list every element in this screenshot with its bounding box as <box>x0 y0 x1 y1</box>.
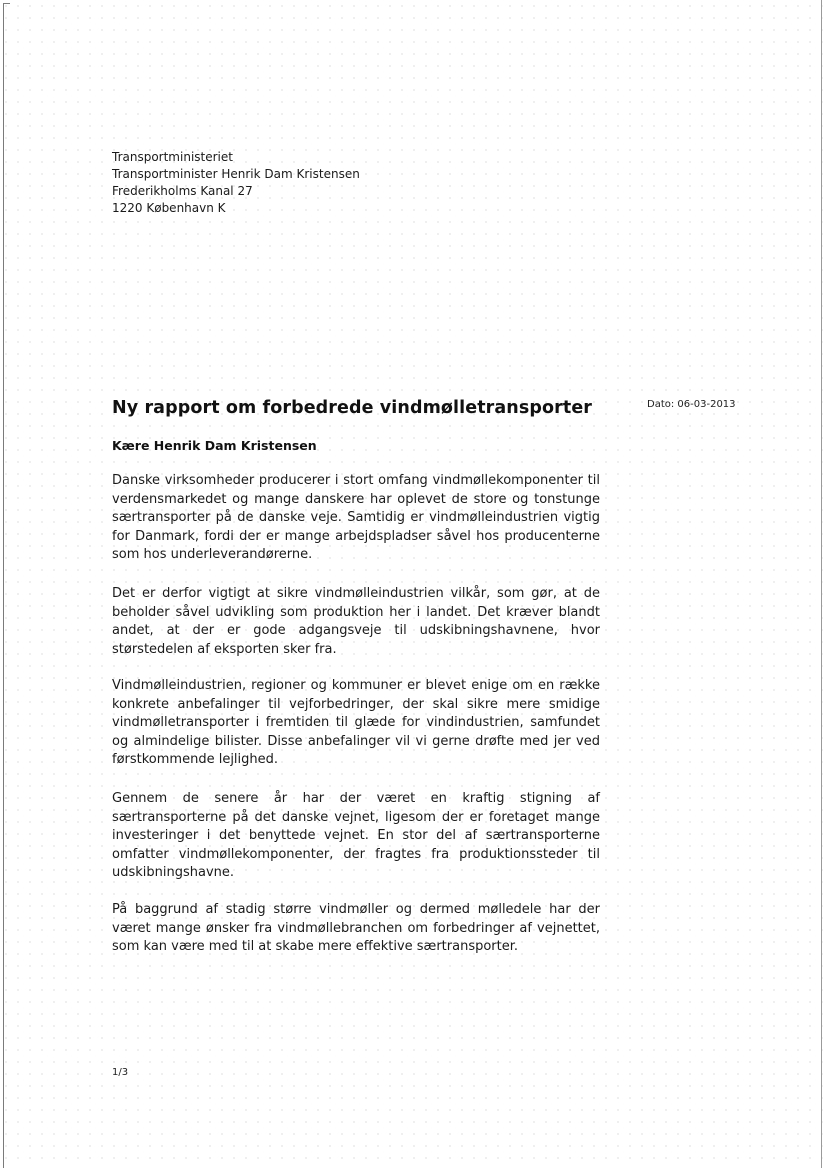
page-number: 1/3 <box>112 1067 129 1078</box>
body-paragraph-5 <box>112 901 600 957</box>
paragraph-text: Det er derfor vigtigt at sikre vindmølleindustrien vilkår, som gør, at de beholder såvel udvikling som produktion her i landet. Det kræver blandt andet, at der er gode adgangsveje til udskibningshavnene, hvor størstedelen af eksporten sker fra. <box>112 586 600 657</box>
page-corner-mark <box>3 3 10 4</box>
recipient-address <box>112 149 360 217</box>
paragraph-text: Gennem de senere år har der været en kraftig stigning af særtransporterne på det danske vejnet, ligesom der er foretaget mange investeringer i det benyttede vejnet. En stor del af særtransporterne omfatter vindmøllekomponenter, der fragtes fra produktionssteder til udskibningshavne. <box>112 791 600 881</box>
letter-title: Ny rapport om forbedrede vindmølletransporter <box>112 398 593 418</box>
body-paragraph-3 <box>112 677 600 770</box>
letter-date: Dato: 06-03-2013 <box>647 399 736 410</box>
recipient-city: 1220 København K <box>112 201 226 215</box>
recipient-organization: Transportministeriet <box>112 150 233 164</box>
body-paragraph-2 <box>112 585 600 659</box>
page-right-edge <box>821 0 822 1168</box>
letter-salutation: Kære Henrik Dam Kristensen <box>112 438 317 453</box>
page-left-edge <box>3 3 4 1168</box>
recipient-street: Frederikholms Kanal 27 <box>112 184 253 198</box>
paragraph-text: Danske virksomheder producerer i stort omfang vindmøllekomponenter til verdensmarkedet og mange danskere har oplevet de store og tonstunge særtransporter på de danske veje. Samtidig er vindmølleindustrien vigtig for Danmark, fordi der er mange arbejdspladser såvel hos producenterne som hos underleverandørerne. <box>112 473 600 563</box>
paragraph-text: Vindmølleindustrien, regioner og kommuner er blevet enige om en række konkrete anbefalinger til vejforbedringer, der skal sikre mere smidige vindmølletransporter i fremtiden til glæde for vindindustrien, samfundet og almindelige bilister. Disse anbefalinger vil vi gerne drøfte med jer ved førstkommende lejlighed. <box>112 678 600 768</box>
body-paragraph-1 <box>112 472 600 565</box>
recipient-name: Transportminister Henrik Dam Kristensen <box>112 167 360 181</box>
paragraph-text: På baggrund af stadig større vindmøller og dermed mølledele har der været mange ønsker fra vindmøllebranchen om forbedringer af vejnettet, som kan være med til at skabe mere effektive særtransporter. <box>112 902 600 955</box>
body-paragraph-4 <box>112 790 600 883</box>
